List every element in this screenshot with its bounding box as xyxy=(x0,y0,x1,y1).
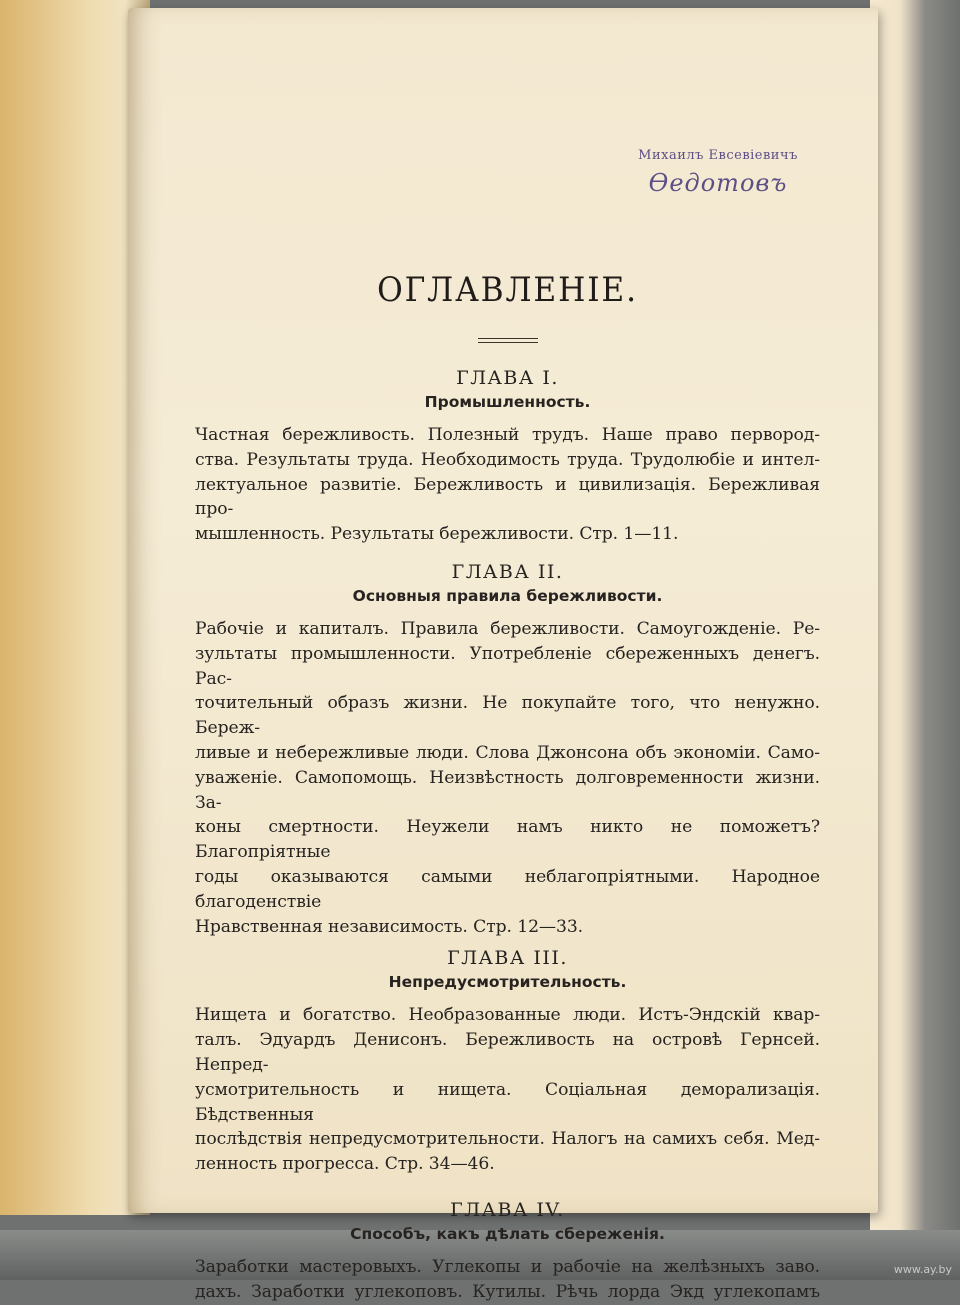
site-watermark: www.ay.by xyxy=(893,1263,952,1276)
chapter-4 xyxy=(195,1199,820,1305)
chapter-3 xyxy=(195,947,820,1177)
chapter-subtitle: Непредусмотрительность. xyxy=(388,973,627,992)
toc-title: ОГЛАВЛЕНІЕ. xyxy=(377,270,638,310)
chapter-heading: ГЛАВА IV. xyxy=(450,1198,565,1221)
chapter-1 xyxy=(195,367,820,547)
chapter-summary xyxy=(195,423,820,547)
text-line: зультаты промышленности. Употребленіе сбереженныхъ денегъ. Рас- xyxy=(195,643,820,689)
text-line: коны смертности. Неужели намъ никто не поможетъ? Благопріятные xyxy=(195,817,820,863)
chapter-subtitle: Промышленность. xyxy=(424,393,591,411)
text-line: усмотрительность и нищета. Соціальная деморализація. Бѣдственныя xyxy=(195,1079,820,1125)
chapter-heading: ГЛАВА I. xyxy=(456,367,559,389)
text-line: уваженіе. Самопомощь. Неизвѣстность долговременности жизни. За- xyxy=(195,767,820,813)
text-line: мышленность. Результаты бережливости. Стр. 1—11. xyxy=(195,524,679,545)
text-line: талъ. Эдуардъ Денисонъ. Бережливость на островѣ Гернсей. Непред- xyxy=(195,1030,820,1075)
text-line: ства. Результаты труда. Необходимость труда. Трудолюбіе и интел- xyxy=(195,449,820,470)
owner-stamp xyxy=(628,148,808,197)
text-line: Нравственная независимость. Стр. 12—33. xyxy=(195,916,584,937)
chapter-heading: ГЛАВА III. xyxy=(447,947,568,970)
chapter-subtitle: Основныя правила бережливости. xyxy=(352,586,663,605)
table-of-contents xyxy=(195,270,820,1305)
text-line: Частная бережливость. Полезный трудъ. Наше право первород- xyxy=(195,425,820,445)
text-line: послѣдствія непредусмотрительности. Налогъ на самихъ себя. Мед- xyxy=(195,1129,820,1150)
text-line: Заработки мастеровыхъ. Углекопы и рабочіе на желѣзныхъ заво. xyxy=(195,1256,820,1277)
text-line: Нищета и богатство. Необразованные люди. Истъ-Эндскій квар- xyxy=(195,1005,820,1026)
text-line: лектуальное развитіе. Бережливость и цивилизація. Бережливая про- xyxy=(195,474,820,520)
chapter-summary xyxy=(195,1003,820,1177)
text-line: ленность прогресса. Стр. 34—46. xyxy=(195,1154,495,1175)
chapter-subtitle: Способъ, какъ дѣлать сбереженія. xyxy=(350,1224,665,1243)
stamp-name: Михаилъ Евсевіевичъ xyxy=(638,148,798,163)
text-line: Рабочіе и капиталъ. Правила бережливости. Самоугожденіе. Ре- xyxy=(195,618,820,639)
text-line: годы оказываются самыми неблагопріятными. Народное благоденствіе xyxy=(195,866,820,912)
stamp-signature: Өедотовъ xyxy=(648,169,788,197)
text-line: ливые и небережливые люди. Слова Джонсона объ экономіи. Само- xyxy=(195,742,820,763)
text-line: точительный образъ жизни. Не покупайте того, что ненужно. Береж- xyxy=(195,693,820,739)
chapter-heading: ГЛАВА II. xyxy=(451,560,564,583)
chapter-summary xyxy=(195,617,820,939)
chapter-2 xyxy=(195,561,820,939)
title-rule xyxy=(478,338,538,343)
background-right xyxy=(870,0,960,1280)
text-line: дахъ. Заработки углекоповъ. Кутилы. Рѣчь лорда Экд углекопамъ xyxy=(195,1281,820,1302)
